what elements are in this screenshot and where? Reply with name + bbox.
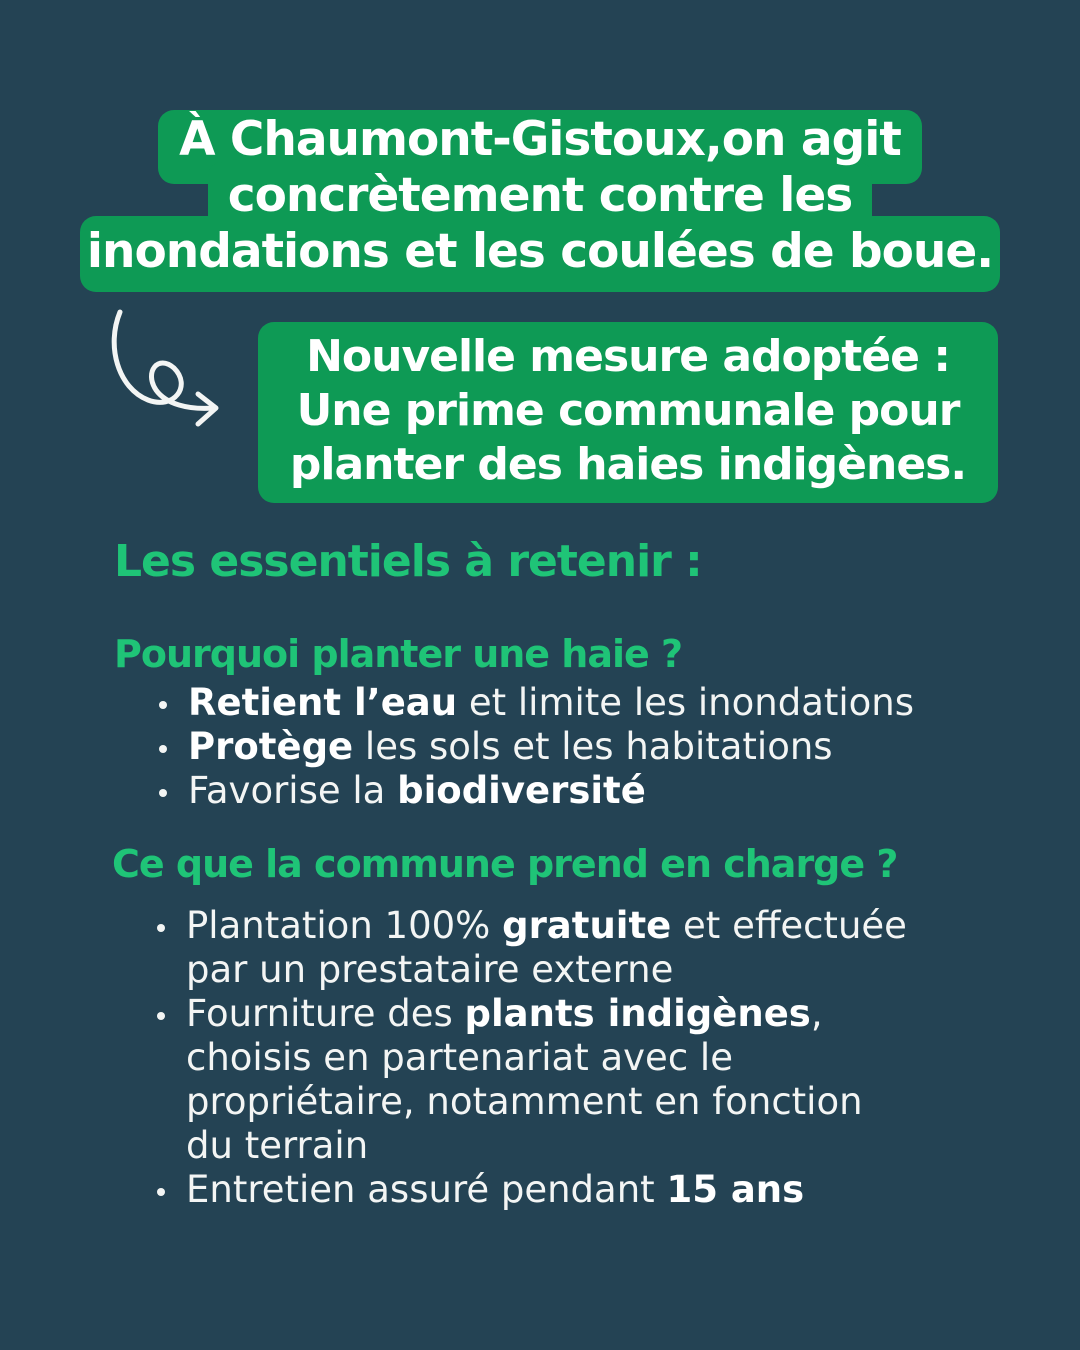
list-item-continuation [186,1036,907,1080]
bold-text: plants indigènes [464,992,811,1035]
item-text: Entretien assuré pendant [186,1168,667,1211]
list-item [186,992,907,1036]
bullet-icon [159,745,167,753]
list-item [188,769,914,813]
item-text: les sols et les habitations [353,725,833,768]
bold-text: gratuite [502,904,672,947]
curly-arrow-icon [104,306,229,436]
bold-text: 15 ans [666,1168,805,1211]
item-text: Fourniture des [186,992,465,1035]
bullet-icon [157,924,165,932]
item-text: Plantation 100% [186,904,503,947]
item-text: par un prestataire externe [186,948,674,991]
headline-line-3: inondations et les coulées de boue. [86,224,994,279]
item-text: du terrain [186,1124,369,1167]
bullet-icon [157,1012,165,1020]
commune-list [186,904,907,1212]
commune-heading: Ce que la commune prend en charge ? [112,842,898,886]
bold-text: Protège [188,725,354,768]
list-item [186,1168,907,1212]
bullet-icon [157,1188,165,1196]
measure-text [258,330,998,492]
list-item-continuation [186,1124,907,1168]
headline-line-2: concrètement contre les [227,168,853,223]
item-text: propriétaire, notamment en fonction [186,1080,863,1123]
list-item [186,904,907,948]
bullet-icon [159,789,167,797]
item-text: , [810,992,823,1035]
headline-line-1: À Chaumont-Gistoux,on agit [179,112,901,167]
item-text: choisis en partenariat avec le [186,1036,733,1079]
list-item [188,681,914,725]
why-heading: Pourquoi planter une haie ? [114,632,683,676]
list-item-continuation [186,1080,907,1124]
bold-text: Retient l’eau [188,681,458,724]
measure-line-2: Une prime communale pour [296,385,960,436]
why-list [188,681,914,813]
measure-line-3: planter des haies indigènes. [289,439,967,490]
bold-text: biodiversité [397,769,646,812]
item-text: Favorise la [188,769,398,812]
item-text: et effectuée [671,904,907,947]
list-item-continuation [186,948,907,992]
essentials-heading: Les essentiels à retenir : [114,536,702,587]
bullet-icon [159,701,167,709]
headline [60,112,1020,280]
list-item [188,725,914,769]
item-text: et limite les inondations [457,681,915,724]
measure-line-1: Nouvelle mesure adoptée : [306,331,950,382]
